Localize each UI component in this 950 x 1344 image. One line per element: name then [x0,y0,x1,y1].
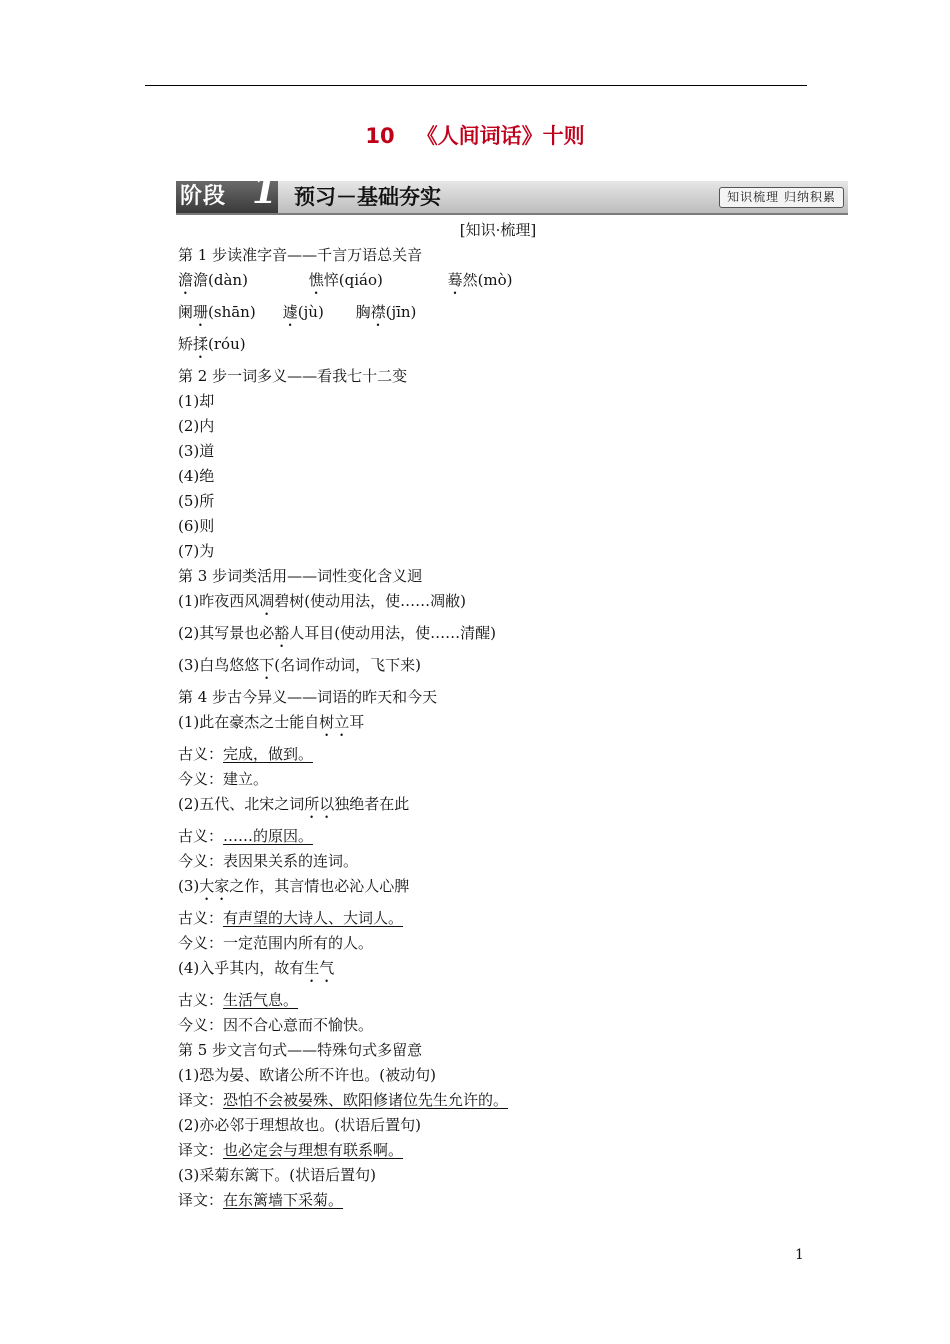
translation: 译文：在东篱墙下采菊。 [178,1191,344,1209]
ancient-modern-sentence: (4)入乎其内，故有生气 [178,959,335,977]
lesson-title: 《人间词话》十则 [416,124,585,148]
step2-title: 第 2 步一词多义——看我七十二变 [178,367,408,385]
polysemy-item: (6)则 [178,517,215,535]
stage-label: 阶段 [180,184,227,209]
top-rule [145,85,807,86]
main-content [178,218,818,1213]
step3-title: 第 3 步词类活用——词性变化含义迥 [178,567,423,585]
pinyin-item: 遽(jù) [282,303,324,321]
stage-heading: 预习－基础夯实 [294,185,441,209]
pinyin-item: 矫揉(róu) [178,335,246,353]
stage-badge [176,170,279,213]
ancient-meaning: 古义：……的原因。 [178,827,314,845]
ancient-modern-sentence: (3)大家之作，其言情也必沁人心脾 [178,877,410,895]
polysemy-item: (1)却 [178,392,215,410]
word-class-item: (2)其写景也必豁人耳目(使动用法，使……清醒) [178,624,496,642]
pinyin-item: 澹澹(dàn) [178,271,248,289]
pinyin-item: 胸襟(jīn) [355,303,417,321]
ancient-meaning: 古义：有声望的大诗人、大词人。 [178,909,404,927]
section-label: [知识·梳理] [459,221,537,239]
pinyin-row-3 [178,332,818,357]
polysemy-item: (5)所 [178,492,215,510]
sentence-pattern-item: (3)采菊东篱下。(状语后置句) [178,1166,376,1184]
step5-title: 第 5 步文言句式——特殊句式多留意 [178,1041,423,1059]
polysemy-item: (7)为 [178,542,215,560]
step4-title: 第 4 步古今异义——词语的昨天和今天 [178,688,438,706]
word-class-item: (1)昨夜西风凋碧树(使动用法，使……凋敝) [178,592,466,610]
lesson-number: 10 [365,124,395,148]
page-title [0,120,950,150]
stage-banner [176,170,848,215]
pinyin-item: 憔悴(qiáo) [308,271,383,289]
stage-tag: 知识梳理 归纳积累 [719,187,844,208]
ancient-modern-sentence: (2)五代、北宋之词所以独绝者在此 [178,795,410,813]
polysemy-item: (2)内 [178,417,215,435]
ancient-meaning: 古义：生活气息。 [178,991,299,1009]
stage-number: 1 [252,170,279,212]
pinyin-row-2 [178,300,818,325]
translation: 译文：也必定会与理想有联系啊。 [178,1141,404,1159]
modern-meaning: 今义：建立。 [178,770,269,788]
pinyin-item: 阑珊(shān) [178,303,256,321]
page-number: 1 [795,1247,804,1263]
ancient-modern-sentence: (1)此在豪杰之士能自树立耳 [178,713,365,731]
modern-meaning: 今义：因不合心意而不愉快。 [178,1016,374,1034]
pinyin-item: 蓦然(mò) [447,271,513,289]
polysemy-item: (3)道 [178,442,215,460]
ancient-meaning: 古义：完成，做到。 [178,745,314,763]
modern-meaning: 今义：表因果关系的连词。 [178,852,359,870]
pinyin-row-1 [178,268,818,293]
sentence-pattern-item: (2)亦必邻于理想故也。(状语后置句) [178,1116,421,1134]
polysemy-item: (4)绝 [178,467,215,485]
word-class-item: (3)白鸟悠悠下(名词作动词，飞下来) [178,656,421,674]
sentence-pattern-item: (1)恐为晏、欧诸公所不许也。(被动句) [178,1066,436,1084]
step1-title: 第 1 步读准字音——千言万语总关音 [178,246,423,264]
translation: 译文：恐怕不会被晏殊、欧阳修诸位先生允许的。 [178,1091,509,1109]
modern-meaning: 今义：一定范围内所有的人。 [178,934,374,952]
